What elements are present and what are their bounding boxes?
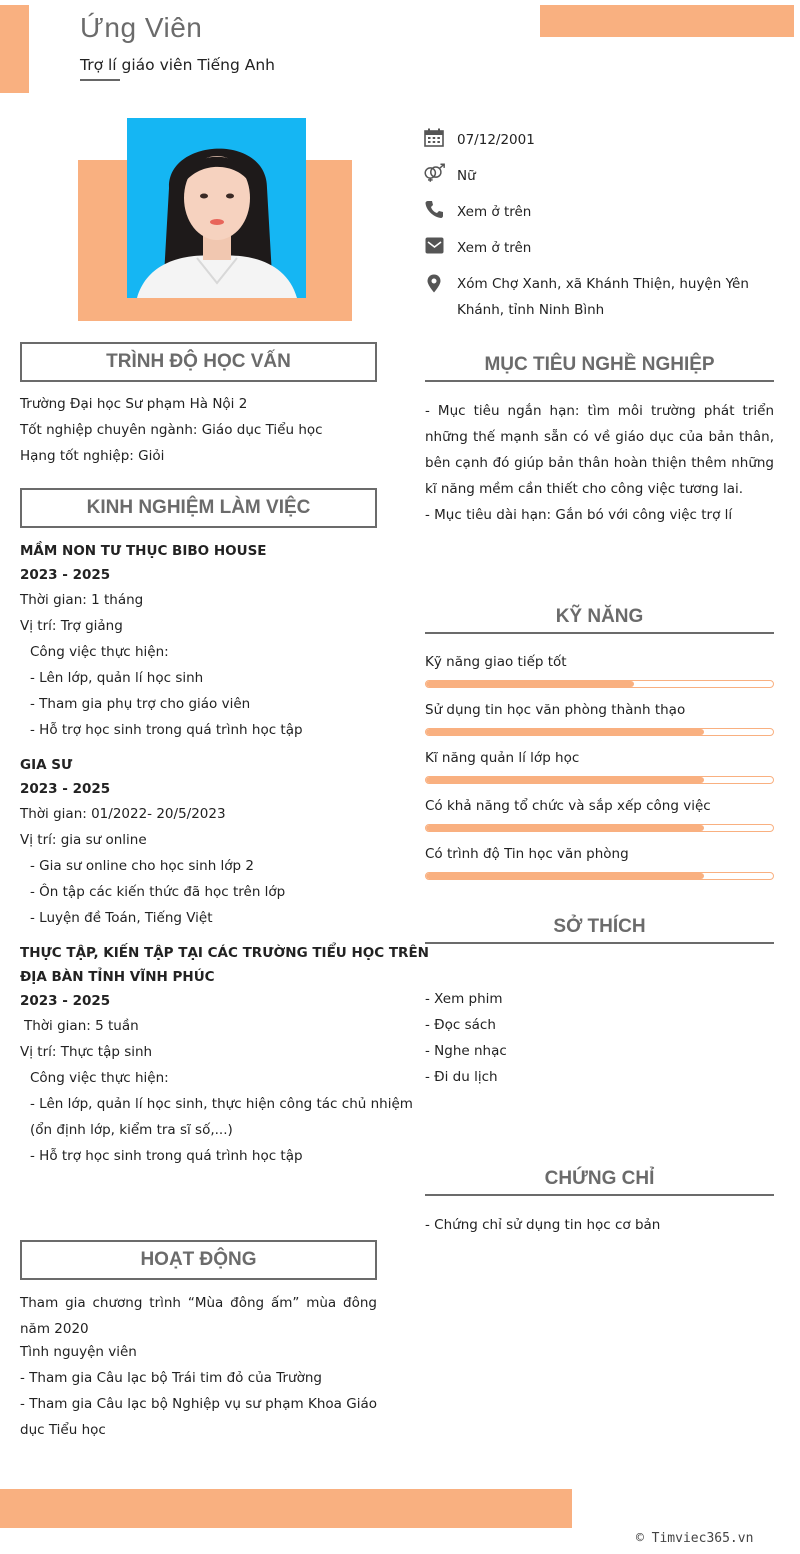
activities-title: HOẠT ĐỘNG (20, 1240, 377, 1280)
footer-accent-bar (0, 1489, 572, 1528)
education-title: TRÌNH ĐỘ HỌC VẤN (20, 342, 377, 382)
certificate-item: - Chứng chỉ sử dụng tin học cơ bản (425, 1217, 661, 1233)
contact-gender (422, 163, 757, 189)
email-icon (422, 235, 446, 255)
job-3-tasks-header: Công việc thực hiện: (30, 1070, 169, 1086)
hobbies-title: SỞ THÍCH (425, 908, 774, 944)
job-3-company-line2: ĐỊA BÀN TỈNH VĨNH PHÚC (20, 969, 215, 985)
contact-email (422, 235, 757, 261)
phone-text: Xem ở trên (457, 204, 532, 220)
job-3-task: - Hỗ trợ học sinh trong quá trình học tập (30, 1148, 303, 1164)
education-school: Trường Đại học Sư phạm Hà Nội 2 (20, 396, 248, 412)
birthdate-text: 07/12/2001 (457, 132, 535, 148)
hobby-item: - Nghe nhạc (425, 1043, 507, 1059)
education-major: Tốt nghiệp chuyên ngành: Giáo dục Tiểu học (20, 422, 323, 438)
job-2-task: - Gia sư online cho học sinh lớp 2 (30, 858, 254, 874)
skill-label: Sử dụng tin học văn phòng thành thạo (425, 702, 686, 718)
contact-address (422, 271, 757, 323)
skill-label: Có khả năng tổ chức và sắp xếp công việc (425, 798, 711, 814)
hobby-item: - Đọc sách (425, 1017, 496, 1033)
footer-credit: © Timviec365.vn (636, 1531, 754, 1546)
skill-bar-fill (426, 681, 634, 687)
skill-label: Kỹ năng giao tiếp tốt (425, 654, 567, 670)
hobby-item: - Xem phim (425, 991, 503, 1007)
job-2-company: GIA SƯ (20, 757, 73, 773)
calendar-icon (422, 127, 446, 147)
skill-bar (425, 776, 774, 784)
profile-photo-illustration (127, 118, 306, 298)
job-2-period: 2023 - 2025 (20, 781, 111, 797)
address-text: Xóm Chợ Xanh, xã Khánh Thiện, huyện Yên Khánh, tỉnh Ninh Bình (457, 276, 749, 318)
activity-paragraph: Tham gia chương trình “Mùa đông ấm” mùa đông năm 2020 (20, 1295, 377, 1337)
activity-line: Tình nguyện viên (20, 1344, 137, 1360)
candidate-name: Ứng Viên (80, 12, 203, 43)
skill-label: Kĩ năng quản lí lớp học (425, 750, 580, 766)
job-3-company-line1: THỰC TẬP, KIẾN TẬP TẠI CÁC TRƯỜNG TIỂU HỌC TRÊN (20, 945, 429, 961)
skill-bar-fill (426, 777, 704, 783)
job-2-task: - Luyện đề Toán, Tiếng Việt (30, 910, 213, 926)
job-1-task: - Tham gia phụ trợ cho giáo viên (30, 696, 251, 712)
job-title-underline (80, 79, 120, 81)
job-1-period: 2023 - 2025 (20, 567, 111, 583)
job-2-task: - Ôn tập các kiến thức đã học trên lớp (30, 884, 286, 900)
objective-title: MỤC TIÊU NGHỀ NGHIỆP (425, 346, 774, 382)
skill-bar (425, 728, 774, 736)
phone-icon (422, 199, 446, 219)
skill-bar-fill (426, 873, 704, 879)
skill-bar-fill (426, 729, 704, 735)
job-1-position: Vị trí: Trợ giảng (20, 618, 123, 634)
header-accent-bar-right (540, 5, 794, 37)
job-3-position: Vị trí: Thực tập sinh (20, 1044, 153, 1060)
skill-label: Có trình độ Tin học văn phòng (425, 846, 629, 862)
skills-title: KỸ NĂNG (425, 598, 774, 634)
job-1-task: - Hỗ trợ học sinh trong quá trình học tập (30, 722, 303, 738)
job-3-time: Thời gian: 5 tuần (24, 1018, 139, 1034)
job-3-task: - Lên lớp, quản lí học sinh, thực hiện công tác chủ nhiệm (30, 1096, 413, 1112)
gender-icon (422, 163, 446, 183)
activity-paragraph: - Tham gia Câu lạc bộ Nghiệp vụ sư phạm Khoa Giáo dục Tiểu học (20, 1396, 377, 1438)
job-1-task: - Lên lớp, quản lí học sinh (30, 670, 204, 686)
location-icon (422, 273, 446, 293)
objective-short-term: - Mục tiêu ngắn hạn: tìm môi trường phát triển những thế mạnh sẵn có về giáo dục của bản thân, bên cạnh đó giúp bản thân hoàn thiện thêm những kĩ năng mềm cần thiết cho công việc tương lai. (425, 403, 774, 497)
job-1-time: Thời gian: 1 tháng (20, 592, 144, 608)
email-text: Xem ở trên (457, 240, 532, 256)
job-2-time: Thời gian: 01/2022- 20/5/2023 (20, 806, 226, 822)
contact-phone (422, 199, 757, 225)
skill-bar (425, 872, 774, 880)
job-title: Trợ lí giáo viên Tiếng Anh (80, 56, 276, 74)
activity-line: - Tham gia Câu lạc bộ Trái tim đỏ của Trường (20, 1370, 322, 1386)
job-3-period: 2023 - 2025 (20, 993, 111, 1009)
skill-bar (425, 680, 774, 688)
certificates-title: CHỨNG CHỈ (425, 1160, 774, 1196)
skill-bar (425, 824, 774, 832)
experience-title: KINH NGHIỆM LÀM VIỆC (20, 488, 377, 528)
hobby-item: - Đi du lịch (425, 1069, 498, 1085)
job-2-position: Vị trí: gia sư online (20, 832, 147, 848)
job-1-company: MẦM NON TƯ THỤC BIBO HOUSE (20, 543, 267, 559)
skill-bar-fill (426, 825, 704, 831)
job-1-tasks-header: Công việc thực hiện: (30, 644, 169, 660)
header-accent-bar-left (0, 5, 29, 93)
objective-long-term: - Mục tiêu dài hạn: Gắn bó với công việc trợ lí (425, 507, 733, 523)
contact-birthdate (422, 127, 757, 153)
education-rank: Hạng tốt nghiệp: Giỏi (20, 448, 165, 464)
profile-photo (127, 118, 306, 298)
gender-text: Nữ (457, 168, 476, 184)
job-3-task: (ổn định lớp, kiểm tra sĩ số,...) (30, 1122, 233, 1138)
